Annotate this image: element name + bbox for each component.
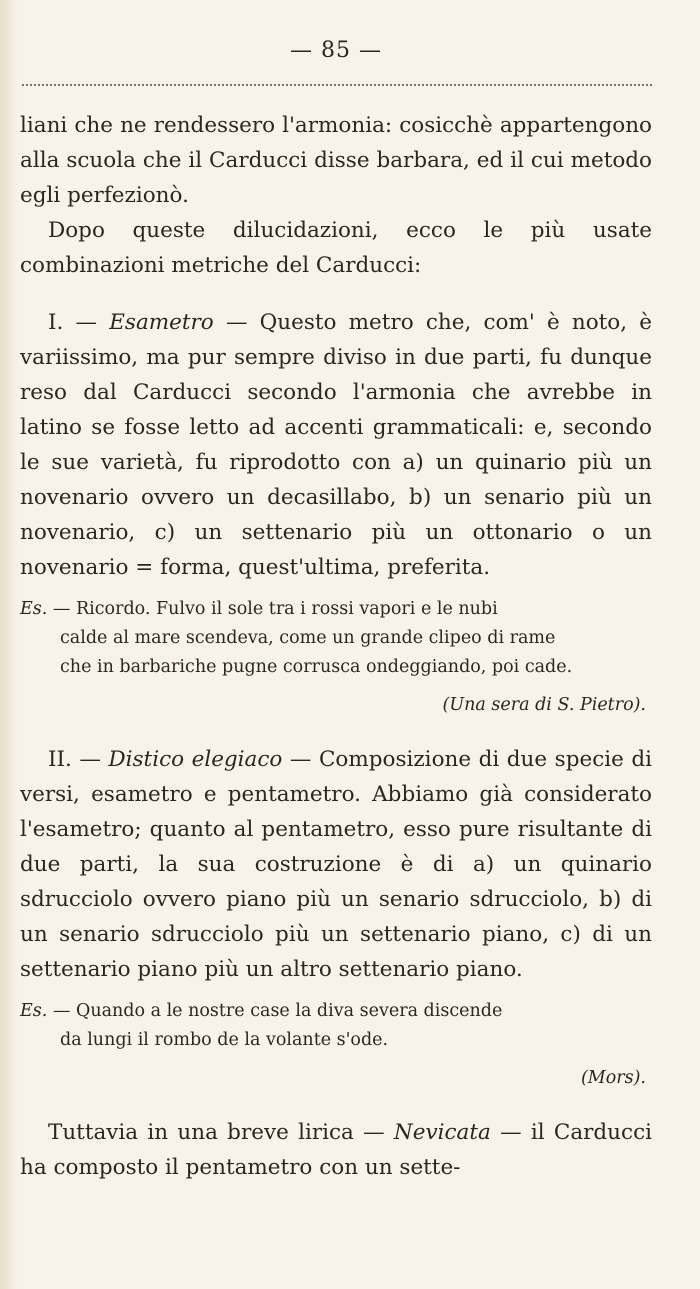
- example-line: da lungi il rombo de la volante s'ode.: [60, 1030, 389, 1050]
- section-text: — Questo metro che, com' è noto, è variissimo, ma pur sempre diviso in due parti, fu dunque reso dal Carducci secondo l'armonia che avrebbe in latino se fosse letto ad accenti grammaticali: e, secondo le sue varietà, fu riprodotto con a) un quinario più un novenario ovvero un decasillabo, b) un senario più un novenario, c) un settenario più un ottonario o un novenario = forma, quest'ultima, preferita.: [20, 310, 652, 580]
- example-label: Es.: [20, 599, 48, 619]
- example-distico: [20, 997, 652, 1055]
- page-number: — 85 —: [290, 38, 382, 63]
- example-line: Es. — Quando a le nostre case la diva severa discende: [20, 1001, 503, 1021]
- example-reference: (Una sera di S. Pietro).: [442, 695, 646, 715]
- example-esametro: [20, 595, 652, 682]
- paragraph-intro: Dopo queste dilucidazioni, ecco le più usate combinazioni metriche del Carducci:: [20, 218, 652, 278]
- section-number: II. —: [48, 747, 101, 772]
- page-body: [20, 108, 652, 1185]
- example-label: Es.: [20, 1001, 48, 1021]
- section-text: — Composizione di due specie di versi, esametro e pentametro. Abbiamo già considerato l'esametro; quanto al pentametro, esso pure risultante di due parti, la sua costruzione è di a) un quinario sdrucciolo ovvero piano più un senario sdrucciolo, b) di un senario sdrucciolo più un settenario piano, c) di un settenario piano più un altro settenario piano.: [20, 747, 653, 982]
- header-rule: [22, 84, 652, 86]
- paragraph-continuation: liani che ne rendessero l'armonia: cosicchè appartengono alla scuola che il Carducci disse barbara, ed il cui metodo egli perfezionò.: [20, 113, 652, 208]
- section-esametro: [20, 305, 652, 585]
- section-title: Esametro: [109, 310, 214, 335]
- example-line: che in barbariche pugne corrusca ondeggiando, poi cade.: [60, 657, 573, 677]
- paragraph-closing: Tuttavia in una breve lirica — Nevicata — il Carducci ha composto il pentametro con un sette-: [20, 1120, 652, 1180]
- section-distico: [20, 742, 652, 987]
- section-title: Distico elegiaco: [108, 747, 283, 772]
- example-line: Es. — Ricordo. Fulvo il sole tra i rossi vapori e le nubi: [20, 599, 498, 619]
- poem-title: Nevicata: [393, 1120, 491, 1145]
- section-number: I. —: [48, 310, 98, 335]
- example-reference: (Mors).: [580, 1068, 646, 1088]
- example-line: calde al mare scendeva, come un grande clipeo di rame: [60, 628, 556, 648]
